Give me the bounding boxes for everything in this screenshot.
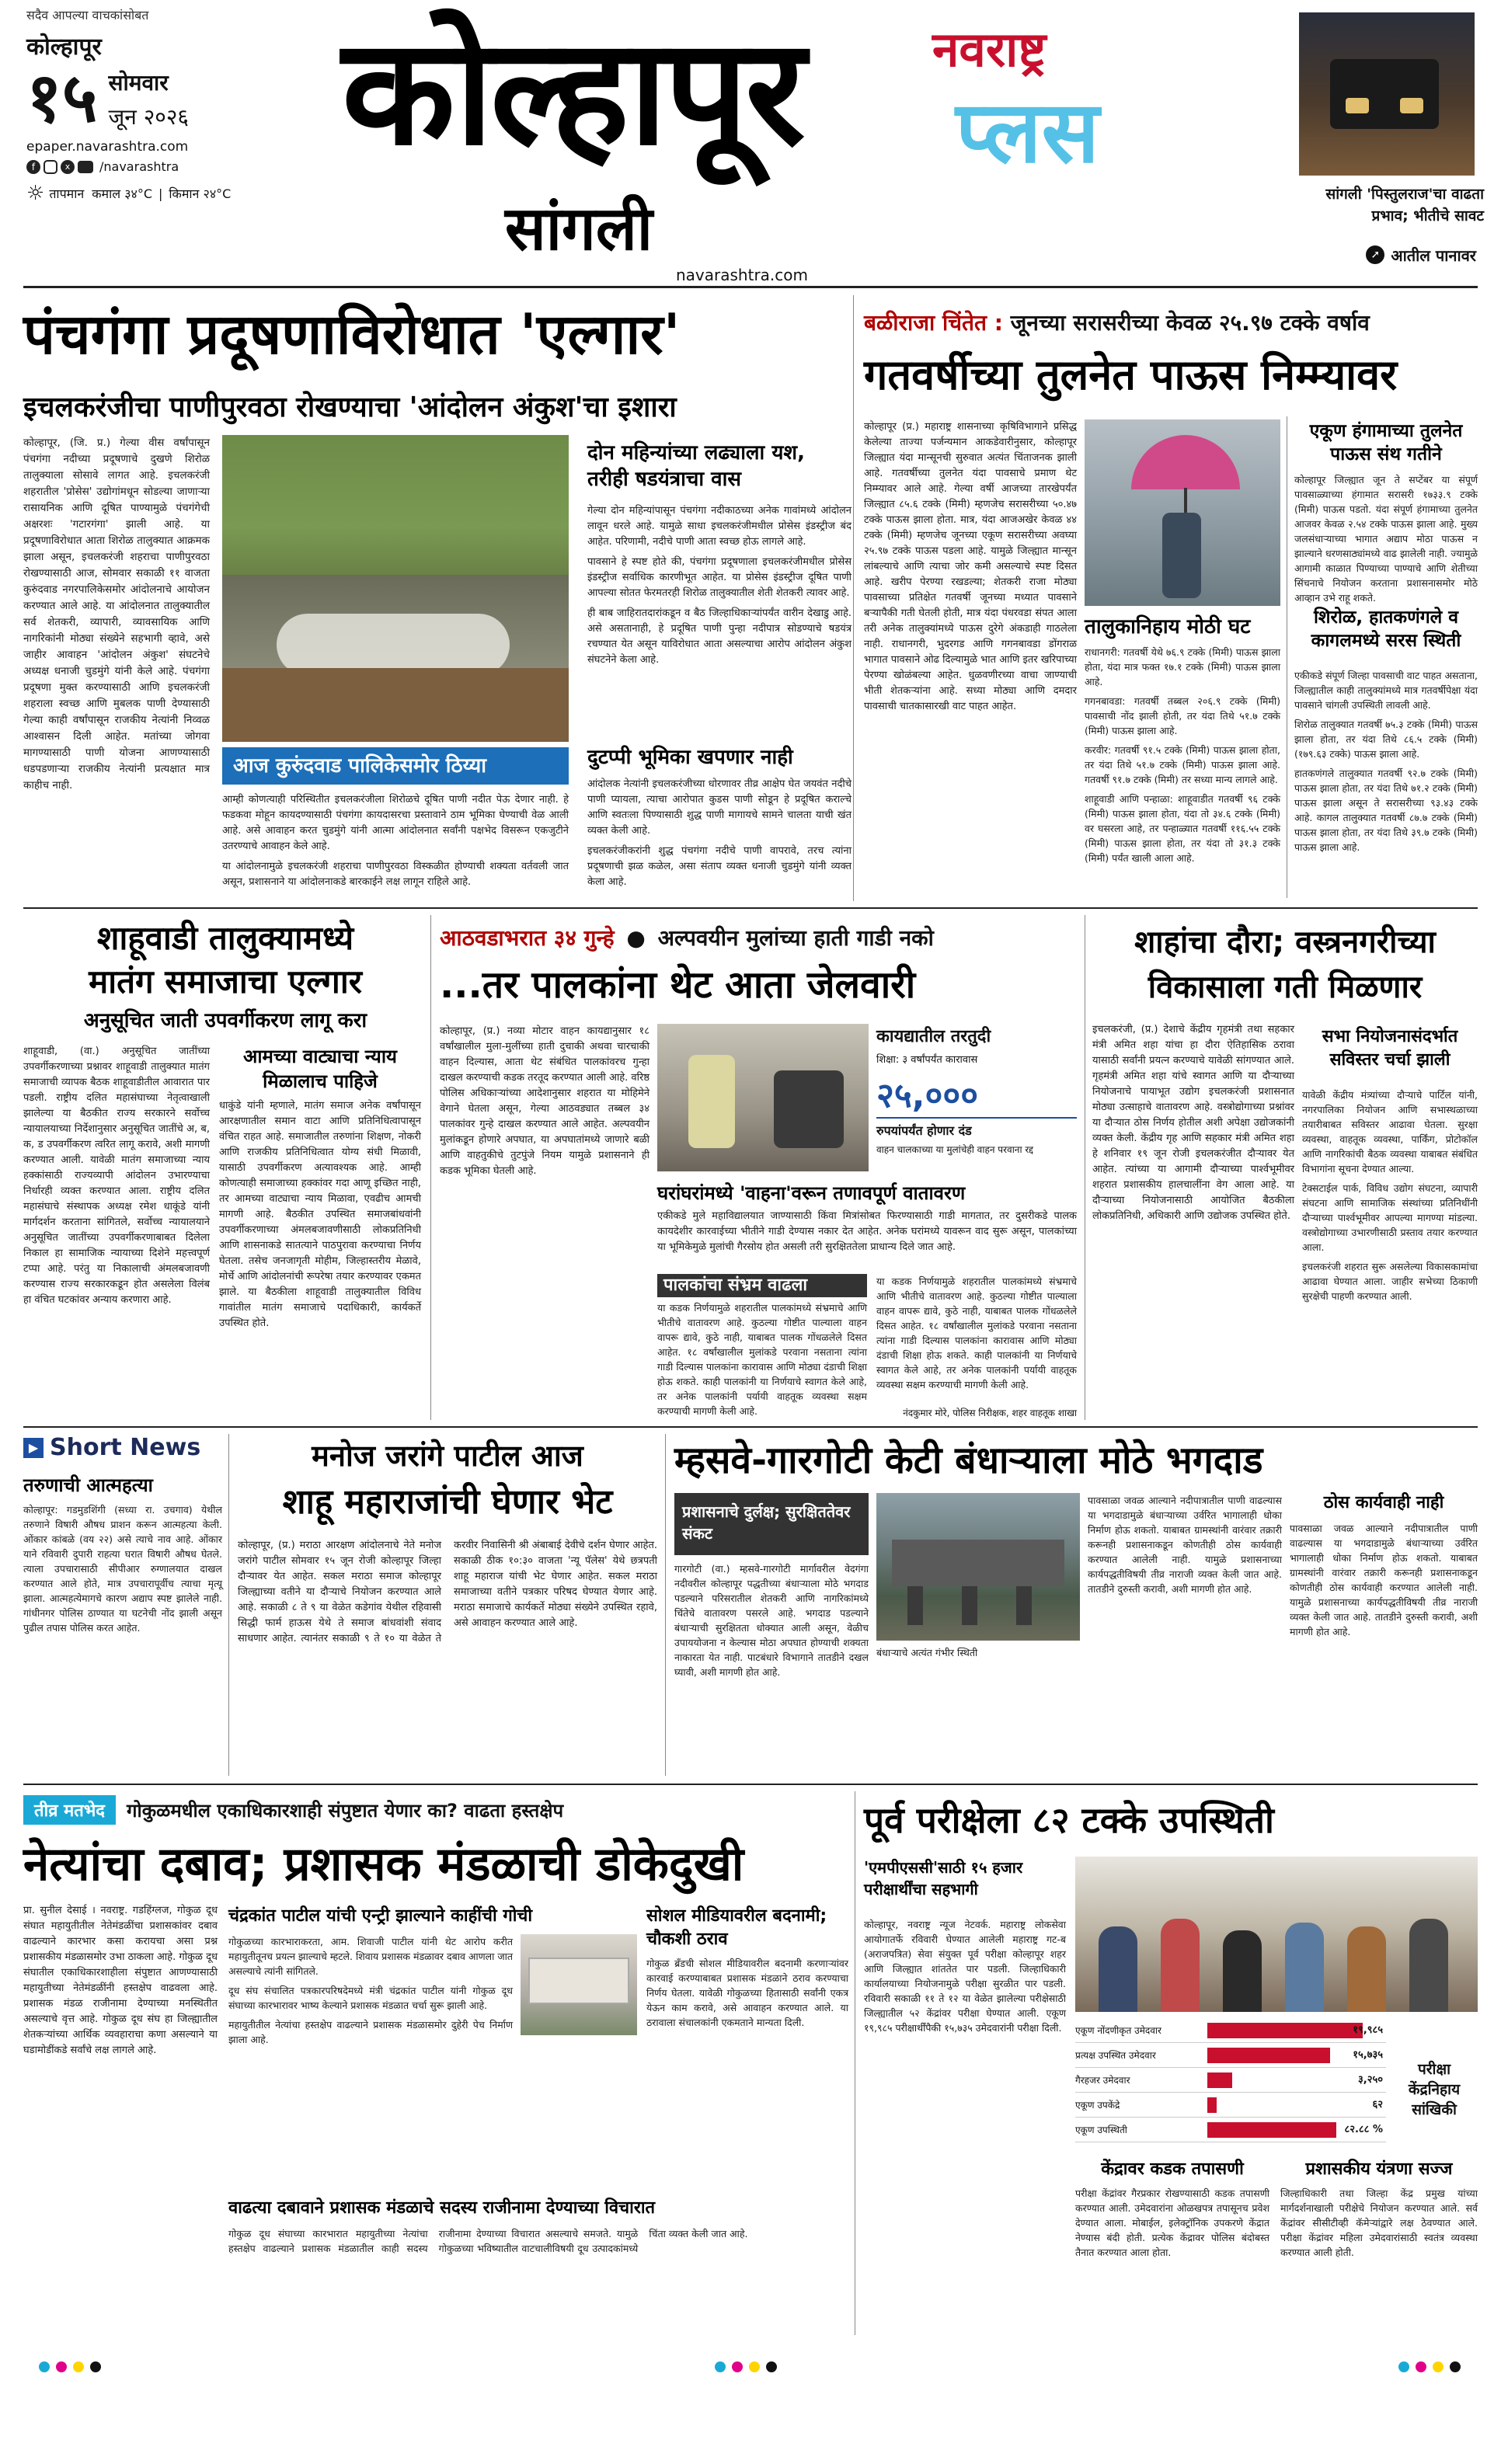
temp-max: कमाल ३४°C xyxy=(92,186,153,201)
story8-bottom-head: वाढत्या दबावाने प्रशासक मंडळाचे सदस्य राजीनामा देण्याच्या विचारात xyxy=(228,2198,656,2218)
stat-value: ६२ xyxy=(1372,2099,1383,2111)
story4-fine-box xyxy=(876,1024,1077,1171)
story6-headline-1[interactable]: मनोज जरांगे पाटील आज xyxy=(312,1439,583,1473)
story4-box-body: एकीकडे मुले महाविद्यालयात जाण्यासाठी किंवा मित्रांसोबत फिरण्यासाठी गाडी मागतात, तर दुसरीकडे पालक कायदेशीर कारवाईच्या भीतीने गाडी देण्यास नकार देत आहेत. अनेक घरांमध्ये यावरून वाद सुरू असून, पालकांच्या या भूमिकेमुळे मुलांची गैरसोय होत असली तरी सुरक्षिततेला प्राधान्य दिले जात आहे. xyxy=(657,1210,1077,1253)
promo-photo xyxy=(1299,12,1475,176)
print-marks-left xyxy=(39,2361,101,2372)
story2-box-list xyxy=(1085,645,1280,893)
story2-photo xyxy=(1085,419,1280,606)
story3-side-body: धाकुंडे यांनी म्हणाले, मातंग समाज अनेक वर्षांपासून आरक्षणातील समान वाटा आणि प्रतिनिधित्वापासून वंचित राहत आहे. समाजातील तरुणांना शिक्षण, नोकरी आणि राजकीय प्रतिनिधित्वात योग्य संधी मिळावी, यासाठी उपवर्गीकरण अत्यावश्यक आहे. आम्ही कोणत्याही समाजाच्या हक्कांवर गदा आणू इच्छित नाही, तर आमच्या वाट्याचा न्याय मिळावा, एवढीच आमची मागणी आहे. बैठकीत उपस्थित समाजबांधवांनी उपवर्गीकरणाच्या अंमलबजावणीसाठी लोकप्रतिनिधी आणि शासनाकडे सातत्याने पाठपुरावा करण्याचा निर्णय घेतला. तसेच जनजागृती मोहीम, जिल्हास्तरीय मेळावे, मोर्चे आणि आंदोलनांची रूपरेषा तयार करण्यावर एकमत झाले. या बैठकीला शाहूवाडी तालुक्यातील विविध गावांतील मातंग समाजाचे पदाधिकारी, कार्यकर्ते उपस्थित होते. xyxy=(219,1100,421,1329)
story9-photo xyxy=(1075,1857,1478,2012)
story7-right-head: ठोस कार्यवाही नाही xyxy=(1323,1493,1444,1512)
story8-body: प्रा. सुनील देसाई । नवराष्ट्र. गडहिंग्लज, गोकुळ दूध संघात महायुतीतील नेतेमंडळींचा प्रशासकांवर दबाव वाढल्याने कारभार कसा करायचा असा प्रश्न प्रशासकीय मंडळासमोर उभा ठाकला आहे. गोकुळ दूध संघातील एकाधिकारशाहीला संपुष्टात आणण्यासाठी महायुतीच्या नेतेमंडळींनी हस्तक्षेप वाढवला आहे. प्रशासक मंडळ राजीनामा देण्याच्या मनस्थितीत असल्याचे वृत्त आहे. गोकुळ दूध संघ हा जिल्ह्यातील शेतकऱ्यांच्या आर्थिक व्यवहाराचा कणा असल्याने या घडामोडींकडे सर्वांचे लक्ष लागले आहे. xyxy=(23,1905,218,2056)
story8-sub2-head: सोशल मीडियावरील बदनामी; चौकशी ठराव xyxy=(646,1906,827,1949)
story1-side2-list xyxy=(587,777,851,932)
website-url[interactable]: navarashtra.com xyxy=(676,266,808,284)
twitter-icon[interactable]: x xyxy=(61,160,75,174)
shortnews-icon: ▶ xyxy=(23,1438,44,1458)
story4-kicker-rest: अल्पवयीन मुलांच्या हाती गाडी नको xyxy=(657,925,934,951)
story4-fine-amount: २५,००० xyxy=(876,1070,1077,1119)
story2-side-body: कोल्हापूर जिल्ह्यात जून ते सप्टेंबर या संपूर्ण पावसाळ्याच्या हंगामात सरासरी १७३३.९ टक्के (मिमी) पाऊस पडतो. यंदा संपूर्ण हंगामाच्या तुलनेत आजवर केवळ २.५४ टक्के पाऊस झाला आहे. मुख्य जलसंधाऱ्याच्या भागात अद्याप मोठा पाऊस न झाल्याने धरणसाठ्यांमध्ये वाढ झालेली नाही. ज्यामुळे आगामी काळात पिण्याच्या पाण्याचे आणि शेतीच्या सिंचनाचे नियोजन करताना प्रशासनासमोर मोठे आव्हान उभे राहू शकते. xyxy=(1294,474,1478,604)
story4-photo xyxy=(657,1024,869,1171)
stat-label: एकूण नोंदणीकृत उमेदवार xyxy=(1075,2025,1161,2036)
stat-label: एकूण उपकेंद्रे xyxy=(1075,2100,1120,2111)
stat-bar xyxy=(1207,2072,1232,2088)
story7-right-body-1: पावसाळा जवळ आल्याने नदीपात्रातील पाणी वाढल्यास या भगदाडामुळे बंधाऱ्याच्या उर्वरित भागालाही धोका निर्माण होऊ शकतो. याबाबत ग्रामस्थांनी वारंवार तक्रारी करूनही प्रशासनाकडून कोणतीही ठोस कार्यवाही करण्यात आलेली नाही. यामुळे प्रशासनाच्या कार्यपद्धतीविषयी तीव्र नाराजी व्यक्त केली जात आहे. तातडीने दुरुस्ती करावी, अशी मागणी होत आहे. xyxy=(1088,1495,1282,1595)
story1-side-bullet: गेल्या दोन महिन्यांपासून पंचगंगा नदीकाठच्या अनेक गावांमध्ये आंदोलन लावून धरले आहे. यामुळे साधा इचलकरंजीमधील प्रोसेस इंडस्ट्रीज बंद आहेत. परिणामी, नदीचे पाणी आता स्वच्छ होऊ लागले आहे. xyxy=(587,505,851,548)
story1-side-bullet: ही बाब जाहिरातदारांकडून व बैठ जिल्हाधिकाऱ्यांपर्यंत वारीन देखाडु आहे. असे असतानाही, हे प्रदूषित पाणी पुन्हा नदीपात्र सोडण्याचे षडयंत्र रचण्यात येत असून याविरोधात आता असल्याचा आरोप आंदोलन अंकुश संघटनेने केला आहे. xyxy=(587,607,851,666)
shortnews-box xyxy=(23,1434,222,1776)
story2-box-bullet: शाहूवाडी आणि पन्हाळा: शाहूवाडीत गतवर्षी ९६ टक्के (मिमी) पाऊस झाला होता, यंदा तो ३४.६ टक्के (मिमी) वर घसरला आहे, तर पन्हाळ्यात गतवर्षी ११६.५५ टक्के (मिमी) पाऊस झाला होता, तर यंदा तो ३१.३ टक्के (मिमी) पर्यंत खाली आला आहे. xyxy=(1085,793,1280,864)
story9-stats xyxy=(1075,2018,1386,2150)
story1-side2-head: दुटप्पी भूमिका खपणार नाही xyxy=(587,746,793,769)
stat-label: एकूण उपस्थिती xyxy=(1075,2125,1127,2135)
story6-body: कोल्हापूर, (प्र.) मराठा आरक्षण आंदोलनाचे नेते मनोज जरांगे पाटील सोमवार १५ जून रोजी कोल्हापूर जिल्हा दौऱ्यावर येत आहेत. सकल मराठा समाज कोल्हापूर जिल्ह्याच्या वतीने या दौऱ्याचे नियोजन करण्यात आले आहे. सकाळी ८ ते ९ या वेळेत कडेगांव येथील रहिवासी सिद्धी फार्म हाऊस येथे ते समाज बांधवांशी संवाद साधणार आहेत. त्यानंतर सकाळी ९ ते १० या वेळेत ते करवीर निवासिनी श्री अंबाबाई देवीचे दर्शन घेणार आहेत. सकाळी ठीक १०:३० वाजता 'न्यू पॅलेस' येथे छत्रपती शाहू महाराज यांची भेट घेणार आहेत. सकल मराठा समाजाच्या वतीने पत्रकार परिषद घेण्यात येणार आहे. मराठा समाजाचे कार्यकर्ते मोठ्या संख्येने उपस्थित रहावे, असे आवाहन करण्यात आले आहे. xyxy=(238,1540,657,1644)
story4-kicker-line xyxy=(440,923,1077,952)
story9-box2-head: प्रशासकीय यंत्रणा सज्ज xyxy=(1305,2159,1453,2179)
stat-bar xyxy=(1207,2122,1336,2138)
story7-right-body-2: पावसाळा जवळ आल्याने नदीपात्रातील पाणी वाढल्यास या भगदाडामुळे बंधाऱ्याच्या उर्वरित भागालाही धोका निर्माण होऊ शकतो. याबाबत ग्रामस्थांनी वारंवार तक्रारी करूनही प्रशासनाकडून कोणतीही ठोस कार्यवाही करण्यात आलेली नाही. यामुळे प्रशासनाच्या कार्यपद्धतीविषयी तीव्र नाराजी व्यक्त केली जात आहे. तातडीने दुरुस्ती करावी, अशी मागणी होत आहे. xyxy=(1290,1523,1478,1637)
story8-headline[interactable]: नेत्यांचा दबाव; प्रशासक मंडळाची डोकेदुखी xyxy=(23,1837,744,1892)
story1-box-bullet: आम्ही कोणत्याही परिस्थितीत इचलकरंजीला शिरोळचे दूषित पाणी नदीत पेऊ देणार नाही. हे फडकवा मोहून कायदण्यासाठी पंचगंगा कायदासरचा प्रस्तावाने ठाम भूमिका घेण्याची वेळ आली आहे. असे आवाहन करत चुडमुंगे यांनी आत्मा आंदोलनात सर्वांनी पक्षभेद विसरून एकजुटीने उतरण्याचे आवाहन केले आहे. xyxy=(222,794,569,852)
temp-min: किमान २४°C xyxy=(169,186,232,201)
arrow-icon: ➚ xyxy=(1366,245,1384,264)
month-year: जून २०२६ xyxy=(108,104,189,130)
promo-author[interactable]: आतील पानावर xyxy=(1391,245,1476,265)
shortnews-label: Short News xyxy=(50,1434,201,1461)
story9-box2-body: जिल्हाधिकारी तथा जिल्हा केंद्र प्रमुख यांच्या मार्गदर्शनाखाली परीक्षेचे नियोजन करण्यात आले. सर्व केंद्रांवर सीसीटीव्ही कॅमेऱ्यांद्वारे लक्ष ठेवण्यात आले. परीक्षा केंद्रांवर महिला उमेदवारांसाठी स्वतंत्र व्यवस्था करण्यात आली होती. xyxy=(1280,2187,1478,2258)
story9-badge-text: परीक्षा केंद्रनिहाय सांखिकी xyxy=(1408,2061,1461,2118)
story1-side2-bullet: इचलकरंजीकरांनी शुद्ध पंचगंगा नदीचे पाणी वापरावे, तरच त्यांना प्रदूषणाची झळ कळेल, असा संताप व्यक्त धनाजी चुडमुंगे यांनी व्यक्त केला आहे. xyxy=(587,845,851,888)
stat-value: १५,७३५ xyxy=(1353,2049,1383,2061)
story4-fine-sub: शिक्षा: ३ वर्षांपर्यंत कारावास xyxy=(876,1054,978,1066)
story2-side2-list xyxy=(1294,668,1478,893)
story7-photo xyxy=(876,1493,1080,1641)
story4-headline[interactable]: ...तर पालकांना थेट आता जेलवारी xyxy=(440,963,916,1007)
story7-caption: बंधाऱ्याचे अत्यंत गंभीर स्थिती xyxy=(876,1647,978,1658)
story1-box-bullet: या आंदोलनामुळे इचलकरंजी शहराचा पाणीपुरवठा विस्कळीत होण्याची शक्यता वर्तवली जात असून, प्रशासनाने या आंदोलनाकडे बारकाईने लक्ष लागून राहिले आहे. xyxy=(222,861,569,888)
masthead-subtitle: सांगली xyxy=(505,194,653,264)
story2-body: कोल्हापूर (प्र.) महाराष्ट्र शासनाच्या कृषिविभागाने प्रसिद्ध केलेल्या ताज्या पर्जन्यमान आकडेवारीनुसार, कोल्हापूर जिल्ह्यात यंदा मान्सूनची सुरुवात अत्यंत चिंताजनक झाली आहे. गतवर्षीच्या तुलनेत यंदा पावसाचे प्रमाण थेट निम्म्यावर आले आहे. गेल्या वर्षी आजच्या तारखेपर्यंत जिल्ह्यात ८५.६ टक्के (मिमी) म्हणजेच सरासरीच्या ५०.४७ टक्के पाऊस झाला होता. मात्र, यंदा आजअखेर केवळ ४४ टक्के (मिमी) म्हणजेच जूनच्या एकूण सरासरीच्या अवघ्या २५.९७ टक्के पाऊस पडला आहे. यामुळे जिल्ह्यात मान्सून लांबल्याचे आणि त्याचा जोर कमी असल्याचे स्पष्ट दिसत आहे. खरीप पेरण्या रखडल्या; शेतकरी राजा मोठ्या पावसाच्या प्रतिक्षेत गतवर्षी जूनच्या मध्यात पावसाने बऱ्यापैकी गती घेतली होती, मात्र यंदा पंधरवडा संपत आला तरी अनेक तालुक्यांमध्ये पाऊस दुरेगे अंकडाही गाठलेला नाही. राधानगरी, भुदरगड आणि गगनबावडा डोंगराळ भागात पावसाने ओढ दिल्यामुळे भात आणि इतर खरिपाच्या पेरण्या खोळंबल्या आहेत. धुळवणीरच्या वाचा जाण्याची भीती शेतकऱ्यांना आहे. सध्या मोठ्या आणि दमदार पावसाची चातकासारखी वाट पाहत आहेत. xyxy=(864,421,1077,712)
story9-headline[interactable]: पूर्व परीक्षेला ८२ टक्के उपस्थिती xyxy=(864,1799,1274,1841)
story8-sub1-bullet: महायुतीतील नेत्यांचा हस्तक्षेप वाढल्याने प्रशासक मंडळासमोर दुहेरी पेच निर्माण झाला आहे. xyxy=(228,2019,513,2045)
story7-headline[interactable]: म्हसवे-गारगोटी केटी बंधाऱ्याला मोठे भगदाड xyxy=(674,1439,1263,1482)
stat-bar xyxy=(1207,2023,1363,2038)
story3-subhead: अनुसूचित जाती उपवर्गीकरण लागू करा xyxy=(83,1009,367,1032)
tagline: सदैव आपल्या वाचकांसोबत xyxy=(26,8,149,23)
story2-box-head: तालुकानिहाय मोठी घट xyxy=(1085,615,1251,639)
story1-box xyxy=(222,747,569,785)
story4-kicker: आठवडाभरात ३४ गुन्हे xyxy=(440,925,615,951)
story4-side xyxy=(657,1274,867,1422)
story5-side-head: सभा नियोजनासंदर्भात सविस्तर चर्चा झाली xyxy=(1322,1027,1458,1070)
story4-side-body: या कडक निर्णयामुळे शहरातील पालकांमध्ये संभ्रमाचे आणि भीतीचे वातावरण आहे. कुठल्या गोष्टीत पाल्याला वाहन वापरू द्यावे, कुठे नाही, याबाबत पालक गोंधळलेले दिसत आहेत. १८ वर्षांखालील मुलांकडे परवाना नसताना त्यांना गाडी दिल्यास पालकांना कारावास आणि मोठ्या दंडाची शिक्षा होऊ शकते. काही पालकांनी या निर्णयाचे स्वागत केले आहे, तर अनेक पालकांनी पर्यायी वाहतूक व्यवस्था सक्षम करण्याची मागणी केली आहे. xyxy=(657,1302,867,1417)
stat-bar xyxy=(1207,2048,1330,2063)
story2-kicker-line xyxy=(864,308,1478,337)
weather-icon: ☼ xyxy=(26,182,45,205)
stat-label: गैरहजर उमेदवार xyxy=(1075,2075,1130,2086)
story4-fine-note: वाहन चालकाच्या या मुलांचेही वाहन परवाना रद्द xyxy=(876,1144,1034,1155)
stat-row xyxy=(1075,2068,1386,2093)
story2-side-head: एकूण हंगामाच्या तुलनेत पाऊस संथ गतीने xyxy=(1309,421,1463,465)
story1-side-list xyxy=(587,503,851,736)
temp-label: तापमान xyxy=(49,186,85,201)
story3-headline-2[interactable]: मातंग समाजाचा एल्गार xyxy=(89,962,362,1001)
date-number: १५ xyxy=(26,57,98,137)
story3-side-head: आमच्या वाट्याचा न्याय मिळालाच पाहिजे xyxy=(243,1046,397,1092)
story1-body: कोल्हापूर, (जि. प्र.) गेल्या वीस वर्षांपासून पंचगंगा नदीच्या प्रदूषणाचे दुखणे शिरोळ तालुक्याला सोसावे लागत आहे. इचलकरंजी शहरातील 'प्रोसेस' उद्योगांमधून सोडल्या जाणाऱ्या रासायनिक आणि दूषित पाण्यामुळे पंचगंगेची अक्षरशः 'गटारगंगा' झाली आहे. या प्रदूषणाविरोधात आता शिरोळ तालुक्यात आक्रमक झाला असून, इचलकरंजी शहराचा पाणीपुरवठा रोखण्यासाठी आज, सोमवार सकाळी ११ वाजता कुरुंदवाड नगरपालिकेसमोर आंदोलनाचे आयोजन करण्यात आले आहे. या आंदोलनात तालुक्यातील सर्व शेतकरी, व्यापारी, व्यावसायिक आणि नागरिकांनी मोठ्या संख्येने सहभागी व्हावे, असे जाहीर आवाहन 'आंदोलन अंकुश' संघटनेचे अध्यक्ष धनाजी चुडमुंगे यांनी केले आहे. पंचगंगा प्रदूषणा मुक्त करण्यासाठी आणि इचलकरंजी शहराला स्वच्छ आणि मुबलक पाणी देण्यासाठी गेल्या काही वर्षांपासून राजकीय नेत्यांनी निव्वळ आश्वासन दिली आहेत. मतांच्या जोगवा मागण्यासाठी पाणी योजना आणण्यासाठी धडपडणाऱ्या राजकीय नेत्यांनी प्रत्यक्षात मात्र काहीच नाही. xyxy=(23,437,210,792)
story9-box1-head: केंद्रावर कडक तपासणी xyxy=(1101,2159,1244,2179)
story5-headline-2[interactable]: विकासाला गती मिळणार xyxy=(1148,969,1423,1005)
story8-sub1-bullet: दूध संघ संचालित पत्रकारपरिषदेमध्ये मंत्री चंद्रकांत पाटील यांनी गोकुळ दूध संघाच्या कारभारावर भाष्य केल्याने प्रशासक मंडळात चर्चा सुरू झाली आहे. xyxy=(228,1985,513,2011)
promo-text[interactable]: सांगली 'पिस्तुलराज'चा वाढता प्रभाव; भीतीचे सावट xyxy=(1325,186,1484,224)
story3-headline-1[interactable]: शाहूवाडी तालुक्यामध्ये xyxy=(96,919,354,957)
story2-kicker: बळीराजा चिंतेत : xyxy=(864,310,1003,336)
story1-photo xyxy=(222,435,569,742)
epaper-link[interactable]: epaper.navarashtra.com xyxy=(26,139,189,155)
story2-side2-bullet: एकीकडे संपूर्ण जिल्हा पावसाची वाट पाहत असताना, जिल्ह्यातील काही तालुक्यांमध्ये मात्र गतवर्षीपेक्षा यंदा पावसाने चांगली उपस्थिती लावली आहे. xyxy=(1294,670,1478,711)
story4-fine-label: कायद्यातील तरतुदी xyxy=(876,1027,991,1046)
story8-kicker-head: गोकुळमधील एकाधिकारशाही संपुष्टात येणार का? वाढता हस्तक्षेप xyxy=(126,1799,564,1822)
story1-box-head: आज कुरुंदवाड पालिकेसमोर ठिय्या xyxy=(233,754,486,778)
stat-row xyxy=(1075,2043,1386,2068)
social-handle: /navarashtra xyxy=(99,159,179,174)
story4-side-head: पालकांचा संभ्रम वाढला xyxy=(657,1274,867,1297)
stat-bar xyxy=(1207,2097,1217,2113)
story9-subhead: 'एमपीएससी'साठी १५ हजार परीक्षार्थींचा सहभागी xyxy=(864,1858,1023,1898)
story8-kicker: तीव्र मतभेद xyxy=(23,1795,116,1825)
story2-box-bullet: राधानगरी: गतवर्षी येथे ७६.९ टक्के (मिमी) पाऊस झाला होता, यंदा मात्र फक्त १७.१ टक्के (मिमी) पाऊस झाला आहे. xyxy=(1085,646,1280,687)
story4-box-head: घरांघरांमध्ये 'वाहना'वरून तणावपूर्ण वातावरण xyxy=(657,1182,966,1204)
masthead-left: सदैव आपल्या वाचकांसोबत कोल्हापूर १५ सोमवार जून २०२६ epaper.navarashtra.com f x /navarashtra ☼ तापमान कमाल ३४°C | किमान २४°C xyxy=(26,6,314,278)
story2-kicker-rest: जूनच्या सरासरीच्या केवळ २५.९७ टक्के वर्षाव xyxy=(1010,310,1370,336)
story4-fine-caption: रुपयांपर्यंत होणार दंड xyxy=(876,1123,972,1138)
story6-headline-2[interactable]: शाहू महाराजांची घेणार भेट xyxy=(282,1482,613,1522)
story8-sub1-bullet: गोकुळच्या कारभाराकरता, आम. शिवाजी पाटील यांनी थेट आरोप करीत महायुतीतूनच प्रयत्न झाल्याचे म्हटले. शिवाय प्रशासक मंडळावर दबाव आणला जात असल्याचे त्यांनी सांगितले. xyxy=(228,1936,514,1977)
story8-photo xyxy=(521,1934,637,2035)
shortnews-head[interactable]: तरुणाची आत्महत्या xyxy=(23,1474,153,1496)
story9-badge xyxy=(1391,2051,1478,2128)
story9-box1-body: परीक्षा केंद्रांवर गैरप्रकार रोखण्यासाठी कडक तपासणी करण्यात आली. उमेदवारांना ओळखपत्र तपासूनच प्रवेश देण्यात आला. मोबाईल, इलेक्ट्रॉनिक उपकरणे केंद्रात नेण्यास बंदी होती. प्रत्येक केंद्रावर पोलिस बंदोबस्त तैनात करण्यात आला होता. xyxy=(1075,2187,1269,2258)
masthead-title: कोल्हापूर xyxy=(342,6,803,178)
stat-value: ८२.८८ % xyxy=(1344,2124,1383,2135)
stat-row xyxy=(1075,2118,1386,2142)
stat-value: ३,२५० xyxy=(1358,2074,1383,2086)
stat-row xyxy=(1075,2018,1386,2043)
story1-subhead: इचलकरंजीचा पाणीपुरवठा रोखण्याचा 'आंदोलन अंकुश'चा इशारा xyxy=(23,392,677,423)
story1-headline[interactable]: पंचगंगा प्रदूषणाविरोधात 'एल्गार' xyxy=(23,301,681,367)
story1-side-bullet: पावसाने हे स्पष्ट होते की, पंचगंगा प्रदूषणाला इचलकरंजीमधील प्रोसेस इंडस्ट्रीज सर्वाधिक कारणीभूत आहेत. या प्रोसेस इंडस्ट्रीज दूषित पाणी आपल्या सोतत फेरमतरही शिरोळ तालुक्यातील शेती शेतकरी त्यावर आहे. xyxy=(587,556,851,599)
brand-navarashtra: नवराष्ट्र xyxy=(932,21,1047,78)
story2-headline[interactable]: गतवर्षीच्या तुलनेत पाऊस निम्म्यावर xyxy=(864,350,1398,399)
story2-box-bullet: करवीर: गतवर्षी ९१.५ टक्के (मिमी) पाऊस झाला होता, तर यंदा तिथे ५१.७ टक्के (मिमी) पाऊस झाला आहे. गतवर्षी ९१.७ टक्के (मिमी) तर सध्या मान्य लागले आहे. xyxy=(1085,744,1280,785)
story2-side2-head: शिरोळ, हातकणंगले व कागलमध्ये सरस स्थिती xyxy=(1311,607,1461,651)
youtube-icon[interactable] xyxy=(78,161,93,173)
story2-side2-bullet: हातकणंगले तालुक्यात गतवर्षी ९२.७ टक्के (मिमी) पाऊस झाला होता, तर यंदा तिथे ७१.२ टक्के (मिमी) पाऊस झाला असून ते सरासरीच्या ९३.४३ टक्के आहे. कागल तालुक्यात गतवर्षी ८७.७ टक्के (मिमी) पाऊस झाला होता, तर यंदा तिथे ३९.७ टक्के (मिमी) पाऊस झाला आहे. xyxy=(1294,767,1478,853)
print-marks-center xyxy=(715,2361,777,2372)
story2-box-bullet: गगनबावडा: गतवर्षी तब्बल २०६.९ टक्के (मिमी) पावसाची नोंद झाली होती, तर यंदा तिथे ५१.७ टक्के (मिमी) पाऊस झाला आहे. xyxy=(1085,695,1280,736)
story1-side2-bullet: आंदोलक नेत्यांनी इचलकरंजीच्या धोरणावर तीव्र आक्षेप घेत जयवंत नदीचे पाणी प्यायला, त्याचा आरोपात कुडस पाणी सोडून हे प्रदूषित कराल्चे आणि स्वतःला पिण्यासाठी शुद्ध पाणी मागायचे सामने चालता याची खंत व्यक्त केली आहे. xyxy=(587,778,851,837)
story5-body: इचलकरंजी, (प्र.) देशाचे केंद्रीय गृहमंत्री तथा सहकार मंत्री अमित शहा यांचा हा दौरा ऐतिहासिक ठरावा यासाठी सर्वांनी प्रयत्न करण्याचे यावेळी सांगण्यात आले. गृहमंत्री अमित शहा यांचे स्वागत आणि या दौऱ्याच्या नियोजनाचे पायाभूत उद्योग इचलकरंजी प्रशासनात मोठ्या उत्साहाचे वातावरण आहे. वस्त्रोद्योगाच्या प्रश्नांवर या दौऱ्यात ठोस निर्णय होतील अशी अपेक्षा उद्योजकांनी व्यक्त केली. केंद्रीय गृह आणि सहकार मंत्री अमित शहा हे शनिवार १९ जून रोजी इचलकरंजीत दौऱ्यावर येत आहेत. त्यांच्या या आगामी दौऱ्याच्या पार्श्वभूमीवर शहरात प्रशासकीय हालचालींना वेग आला आहे. या दौऱ्याच्या नियोजनासाठी आयोजित बैठकीला लोकप्रतिनिधी, अधिकारी आणि उद्योजक उपस्थित होते. xyxy=(1092,1024,1294,1222)
story5-side-bullet: इचलकरंजी शहरात सुरू असलेल्या विकासकामांचा आढावा घेण्यात आला. जाहीर सभेच्या ठिकाणी सुरक्षेची पाहणी करण्यात आली. xyxy=(1302,1261,1478,1302)
stat-row xyxy=(1075,2093,1386,2118)
brand-plus: प्लस xyxy=(956,82,1099,182)
story8-sub1-list xyxy=(228,1934,513,2191)
story7-side-head-box xyxy=(674,1493,869,1555)
story5-side-bullet: यावेळी केंद्रीय मंत्र्यांच्या दौऱ्याचे पार्टिल यांनी, नगरपालिका नियोजन आणि सभास्थळाच्या तयारीबाबत सविस्तर आढावा घेतला. सुरक्षा व्यवस्था, वाहतूक व्यवस्था, पार्किंग, प्रोटोकॉल आणि नागरिकांची बैठक व्यवस्था याबाबत संबंधित विभागांना सूचना देण्यात आल्या. xyxy=(1302,1089,1478,1175)
story8-sub2-body: गोकुळ ब्रँडची सोशल मीडियावरील बदनामी करणाऱ्यांवर कारवाई करण्याबाबत प्रशासक मंडळाने ठराव करण्याचा निर्णय घेतला. यावेळी गोकुळच्या हितासाठी सर्वांनी एकत्र येऊन काम करावे, असे आवाहन करण्यात आले. या ठरावाला संचालकांनी एकमताने मान्यता दिली. xyxy=(646,1958,848,2028)
story1-side-head: दोन महिन्यांच्या लढ्याला यश, तरीही षडयंत्राचा वास xyxy=(587,441,805,491)
story4-quote-body: या कडक निर्णयामुळे शहरातील पालकांमध्ये संभ्रमाचे आणि भीतीचे वातावरण आहे. कुठल्या गोष्टीत पाल्याला वाहन वापरू द्यावे, कुठे नाही, याबाबत पालक गोंधळलेले दिसत आहेत. १८ वर्षांखालील मुलांकडे परवाना नसताना त्यांना गाडी दिल्यास पालकांना कारावास आणि मोठ्या दंडाची शिक्षा होऊ शकते. काही पालकांनी या निर्णयाचे स्वागत केले आहे, तर अनेक पालकांनी पर्यायी वाहतूक व्यवस्था सक्षम करण्याची मागणी केली आहे. xyxy=(876,1276,1077,1390)
shortnews-body: कोल्हापूर: गडमुडशिंगी (सध्या रा. उचगाव) येथील तरुणाने विषारी औषध प्राशन करून आत्महत्या केली. ओंकार कांबळे (वय २२) असे त्याचे नाव आहे. ओंकार याने रविवारी दुपारी राहत्या घरात विषारी औषध घेतले. त्याला उपचारासाठी सीपीआर रुग्णालयात दाखल करण्यात आले होते, मात्र उपचारापूर्वीच त्याचा मृत्यू झाला. आत्महत्येमागचे कारण अद्याप स्पष्ट झालेले नाही. गांधीनगर पोलिस ठाण्यात या घटनेची नोंद झाली असून पुढील तपास पोलिस करत आहेत. xyxy=(23,1504,222,1634)
print-marks-right xyxy=(1398,2361,1461,2372)
story7-body: गारगोटी (वा.) म्हसवे-गारगोटी मार्गावरील वेदगंगा नदीवरील कोल्हापूर पद्धतीच्या बंधाऱ्याला मोठे भगदाड पडल्याने परिसरातील शेतकरी आणि नागरिकांमध्ये चिंतेचे वातावरण पसरले आहे. भगदाड पडल्याने बंधाऱ्याची सुरक्षितता धोक्यात आली असून, वेळीच उपाययोजना न केल्यास मोठा अपघात होण्याची शक्यता नाकारता येत नाही. पाटबंधारे विभागाने तातडीने दखल घ्यावी, अशी मागणी होत आहे. xyxy=(674,1563,869,1678)
story4-quote xyxy=(876,1274,1077,1422)
city-label: कोल्हापूर xyxy=(26,33,102,61)
story7-side-head: प्रशासनाचे दुर्लक्ष; सुरक्षिततेवर संकट xyxy=(682,1502,851,1543)
story4-body: कोल्हापूर, (प्र.) नव्या मोटार वाहन कायद्यानुसार १८ वर्षांखालील मुला-मुलींच्या हाती दुचाकी अथवा चारचाकी वाहन दिल्यास, आता थेट संबंधित पालकांवरच गुन्हा दाखल करण्याची कडक तरतूद करण्यात आली आहे. वरिष्ठ पोलिस अधिकाऱ्यांच्या आदेशानुसार शहरात या मोहिमेने वेगाने घेतला असून, गेल्या आठवड्यात तब्बल ३४ पालकांवर गुन्हे दाखल करण्यात आले आहेत. अल्पवयीन मुलांकडून होणारे अपघात, या अपघातांमध्ये जाणारे बळी आणि वाहतुकीचे तुटपुंजे नियम यामुळे प्रशासनाने ही कडक भूमिका घेतली आहे. xyxy=(440,1025,650,1177)
story8-kicker-bar xyxy=(23,1793,847,1827)
story4-quote-author: नंदकुमार मोरे, पोलिस निरीक्षक, शहर वाहतूक शाखा xyxy=(876,1406,1077,1419)
story2-side2-bullet: शिरोळ तालुक्यात गतवर्षी ७५.३ टक्के (मिमी) पाऊस झाला होता, तर यंदा तिथे ८६.५ टक्के (मिमी) (१७९.६३ टक्के) पाऊस झाला आहे. xyxy=(1294,719,1478,760)
story8-bottom-body: गोकुळ दूध संघाच्या कारभारात महायुतीच्या नेत्यांचा हस्तक्षेप वाढल्याने प्रशासक मंडळातील काही सदस्य राजीनामा देण्याच्या विचारात असल्याचे समजते. यामुळे गोकुळच्या भविष्यातील वाटचालीविषयी दूध उत्पादकांमध्ये चिंता व्यक्त केली जात आहे. xyxy=(228,2228,748,2254)
weekday: सोमवार xyxy=(108,70,169,96)
story5-side-bullet: टेक्सटाईल पार्क, विविध उद्योग संघटना, व्यापारी संघटना आणि सामाजिक संस्थांच्या प्रतिनिधींनी दौऱ्याच्या पार्श्वभूमीवर आपल्या मागण्या मांडल्या. वस्त्रोद्योगाच्या उभारणीसाठी प्रस्ताव तयार करण्यात आला. xyxy=(1302,1182,1478,1253)
story3-body: शाहूवाडी, (वा.) अनुसूचित जातींच्या उपवर्गीकरणाच्या प्रश्नावर शाहूवाडी तालुक्यात मातंग समाजाची व्यापक बैठक शाहूवाडीतील आवारात पार पडली. राष्ट्रीय दलित महासंघाच्या नेतृत्वाखाली झालेल्या या बैठकीत राज्य सरकारने सर्वोच्च न्यायालयाच्या निर्देशानुसार अनुसूचित जातींचे अ, ब, क, ड उपवर्गीकरण त्वरित लागू करावे, अशी मागणी करण्यात आली. यावेळी मातंग समाजाच्या न्याय हक्कांसाठी राज्यव्यापी आंदोलन उभारण्याचा निर्धारही व्यक्त करण्यात आला. राष्ट्रीय दलित महासंघाचे संस्थापक अध्यक्ष रमेश धाकूंडे यांनी मार्गदर्शन करताना सांगितले, सर्वोच्च न्यायालयाने अनुसूचित जातींच्या उपवर्गीकरणाबाबत दिलेला निकाल हा सामाजिक न्यायाच्या दिशेने महत्त्वपूर्ण टप्पा आहे. परंतु या निकालाची अंमलबजावणी करण्यास राज्य सरकारकडून होत असलेला विलंब हा वंचित घटकांवर अन्याय करणारा आहे. xyxy=(23,1046,210,1306)
story4-dot-icon: ● xyxy=(626,925,646,951)
stat-label: प्रत्यक्ष उपस्थित उमेदवार xyxy=(1075,2050,1156,2061)
story8-sub1-head: चंद्रकांत पाटील यांची एन्ट्री झाल्याने काहींची गोची xyxy=(228,1906,533,1926)
stat-value: १९,९८५ xyxy=(1353,2024,1383,2036)
story5-headline-1[interactable]: शाहांचा दौरा; वस्त्रनगरीच्या xyxy=(1134,924,1436,960)
story5-side-list xyxy=(1302,1088,1478,1418)
instagram-icon[interactable] xyxy=(44,160,57,174)
facebook-icon[interactable]: f xyxy=(26,160,40,174)
story9-body: कोल्हापूर, नवराष्ट्र न्यूज नेटवर्क. महाराष्ट्र लोकसेवा आयोगातर्फे रविवारी घेण्यात आलेली महाराष्ट्र गट-ब (अराजपत्रित) सेवा संयुक्त पूर्व परीक्षा कोल्हापूर शहर आणि जिल्ह्यात शांततेत पार पडली. जिल्हाधिकारी कार्यालयाच्या नियोजनामुळे परीक्षा सुरळीत पार पडली. रविवारी सकाळी ११ ते १२ या वेळेत झालेल्या परीक्षेसाठी जिल्ह्यातील ५२ केंद्रांवर परीक्षा घेण्यात आली. एकूण १९,९८५ परीक्षार्थींपैकी १५,७३५ उमेदवारांनी परीक्षा दिली. xyxy=(864,1919,1066,2034)
